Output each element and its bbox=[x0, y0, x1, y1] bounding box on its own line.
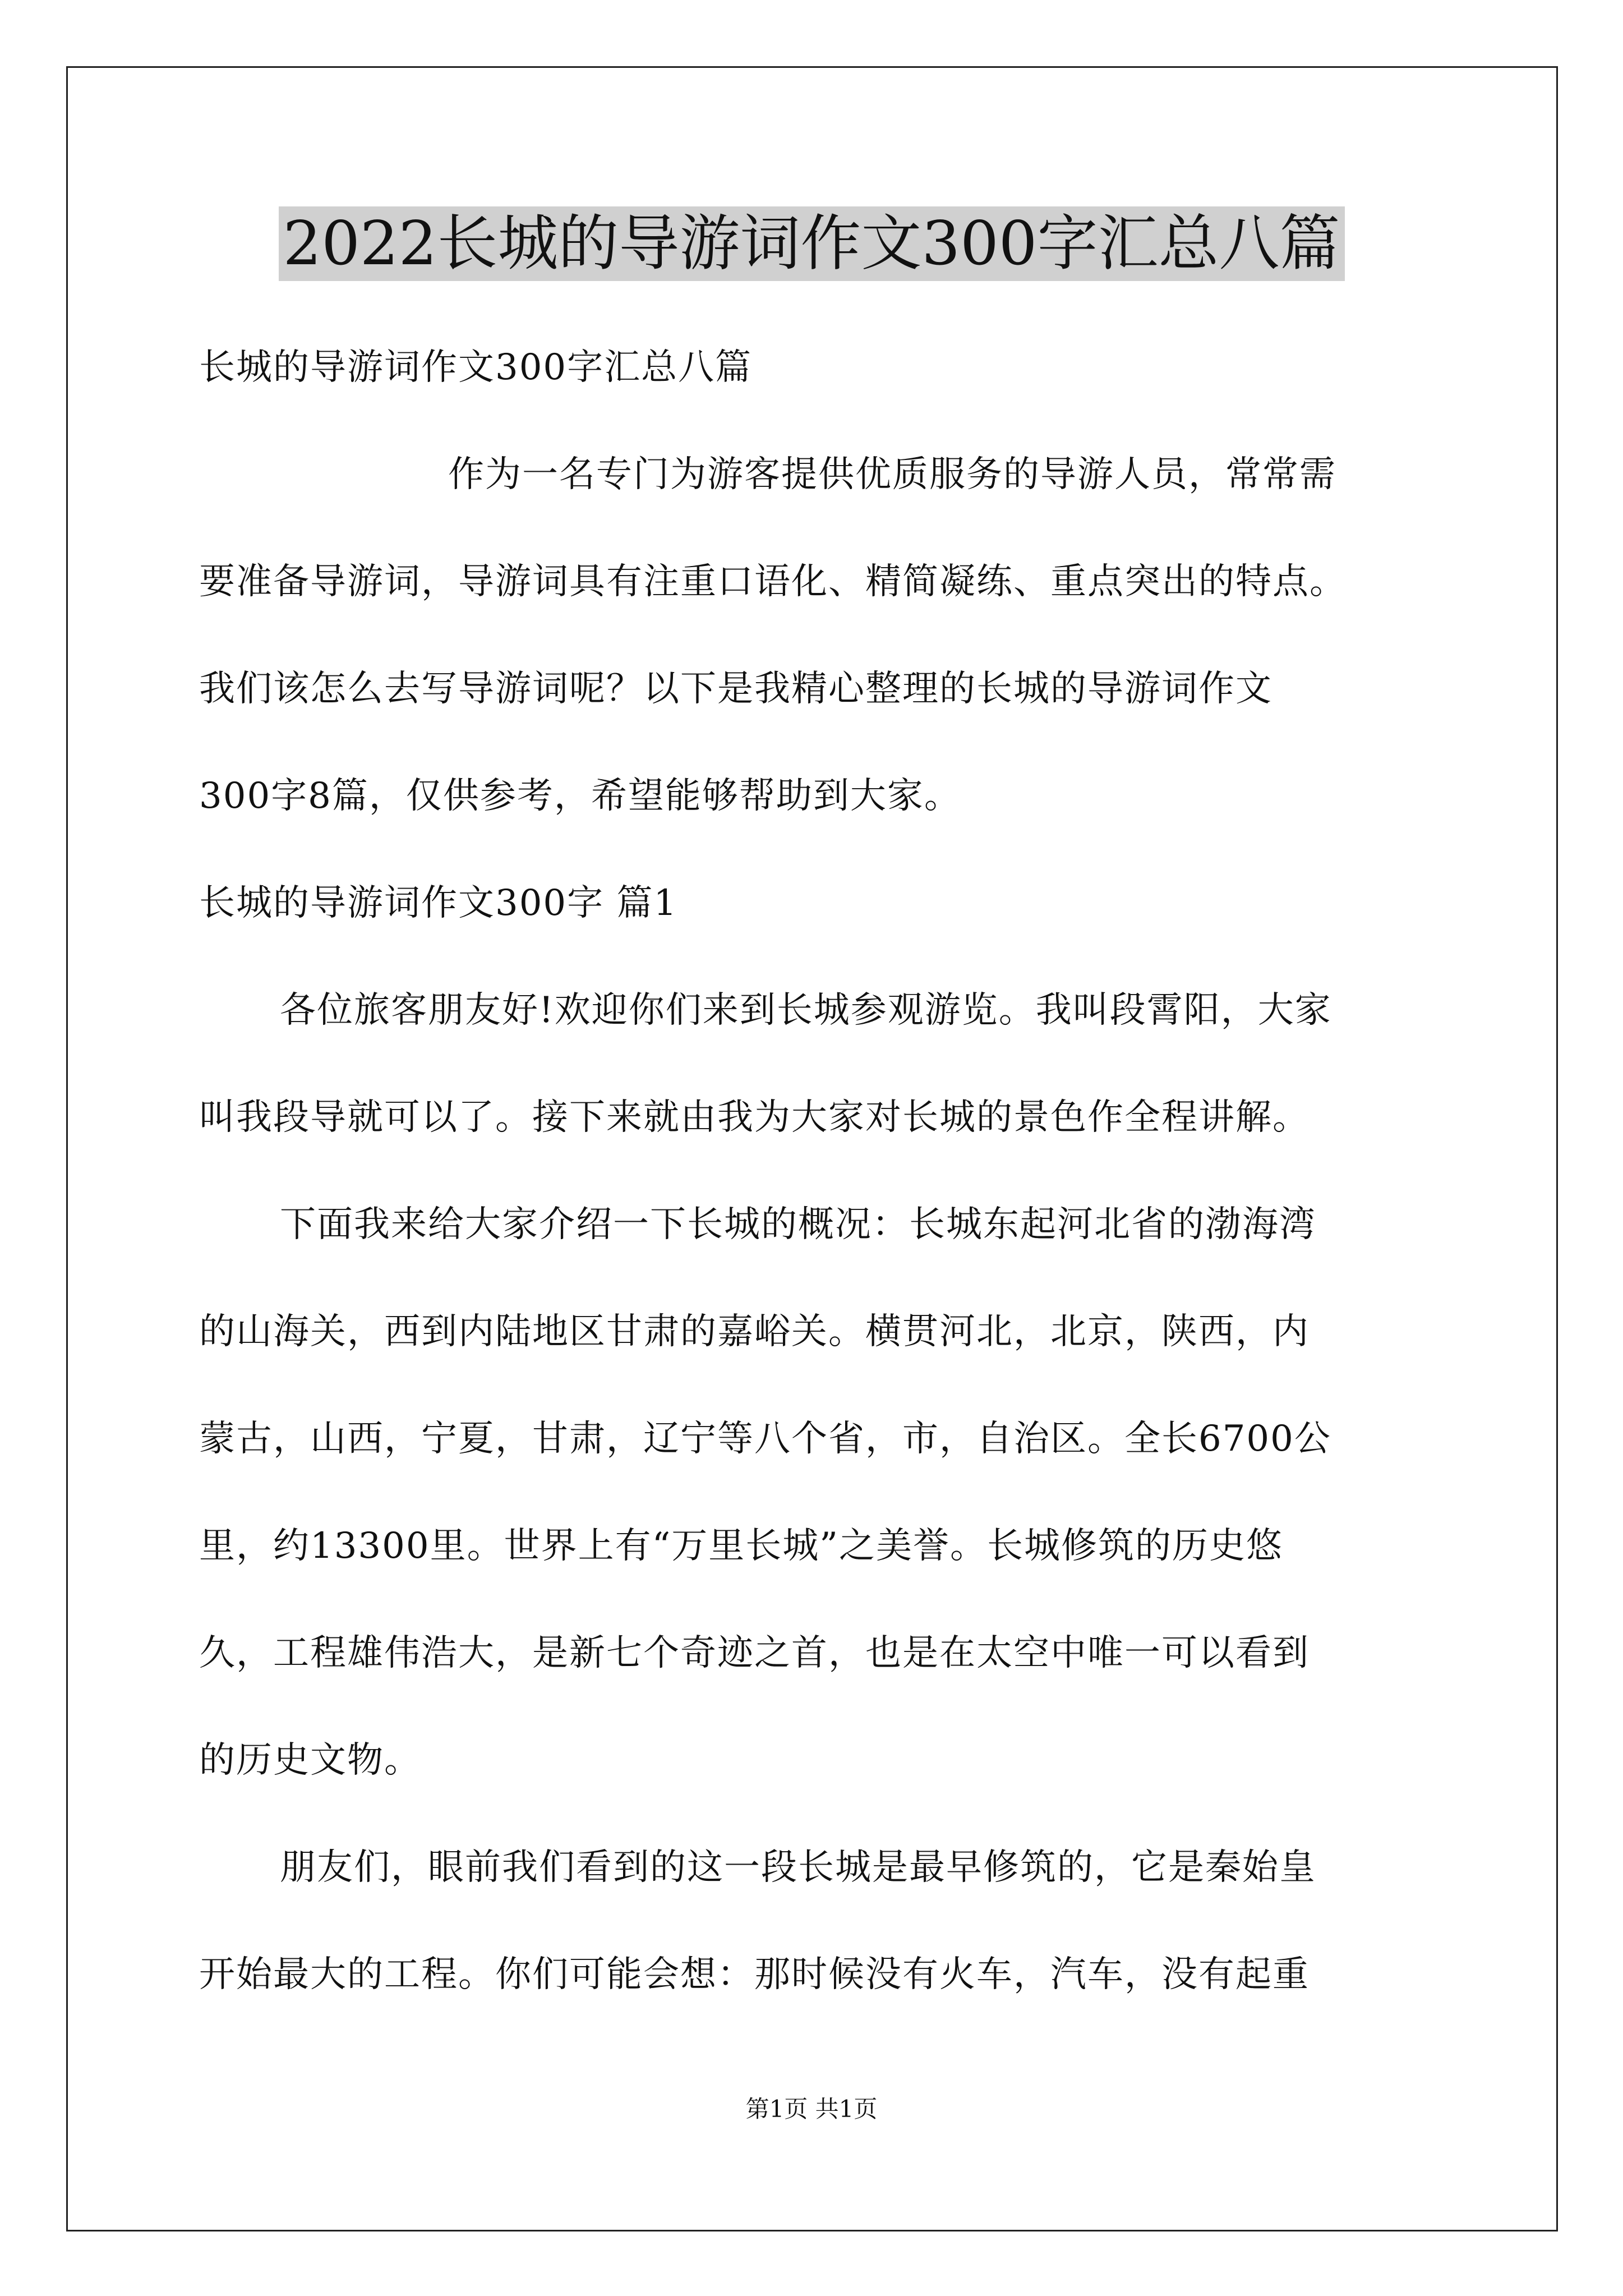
body-line: 朋友们，眼前我们看到的这一段长城是最早修筑的，它是秦始皇 bbox=[280, 1847, 1316, 1888]
body-line: 我们该怎么去写导游词呢？以下是我精心整理的长城的导游词作文 bbox=[199, 668, 1272, 710]
document-title bbox=[0, 202, 1623, 286]
document-title-text: 2022长城的导游词作文300字汇总八篇 bbox=[279, 206, 1345, 281]
body-line: 的历史文物。 bbox=[199, 1740, 421, 1781]
body-line: 蒙古，山西，宁夏，甘肃，辽宁等八个省，市，自治区。全长6700公 bbox=[199, 1418, 1331, 1460]
body-line: 开始最大的工程。你们可能会想：那时候没有火车，汽车，没有起重 bbox=[199, 1954, 1310, 1995]
body-line: 的山海关，西到内陆地区甘肃的嘉峪关。横贯河北，北京，陕西，内 bbox=[199, 1311, 1310, 1352]
body-line: 各位旅客朋友好!欢迎你们来到长城参观游览。我叫段霄阳，大家 bbox=[280, 990, 1332, 1031]
body-line: 长城的导游词作文300字汇总八篇 bbox=[199, 347, 753, 388]
document-body bbox=[199, 314, 1433, 2028]
body-line: 里，约13300里。世界上有“万里长城”之美誉。长城修筑的历史悠 bbox=[199, 1525, 1284, 1567]
body-line: 叫我段导就可以了。接下来就由我为大家对长城的景色作全程讲解。 bbox=[199, 1097, 1310, 1138]
body-line: 久，工程雄伟浩大，是新七个奇迹之首，也是在太空中唯一可以看到 bbox=[199, 1632, 1310, 1674]
body-line: 作为一名专门为游客提供优质服务的导游人员，常常需 bbox=[448, 454, 1336, 495]
body-line: 要准备导游词，导游词具有注重口语化、精简凝练、重点突出的特点。 bbox=[199, 561, 1347, 602]
section-heading: 长城的导游词作文300字 篇1 bbox=[199, 882, 678, 924]
body-line: 下面我来给大家介绍一下长城的概况：长城东起河北省的渤海湾 bbox=[280, 1204, 1316, 1245]
body-line: 300字8篇，仅供参考，希望能够帮助到大家。 bbox=[199, 775, 961, 817]
page-footer: 第1页 共1页 bbox=[745, 2095, 878, 2123]
